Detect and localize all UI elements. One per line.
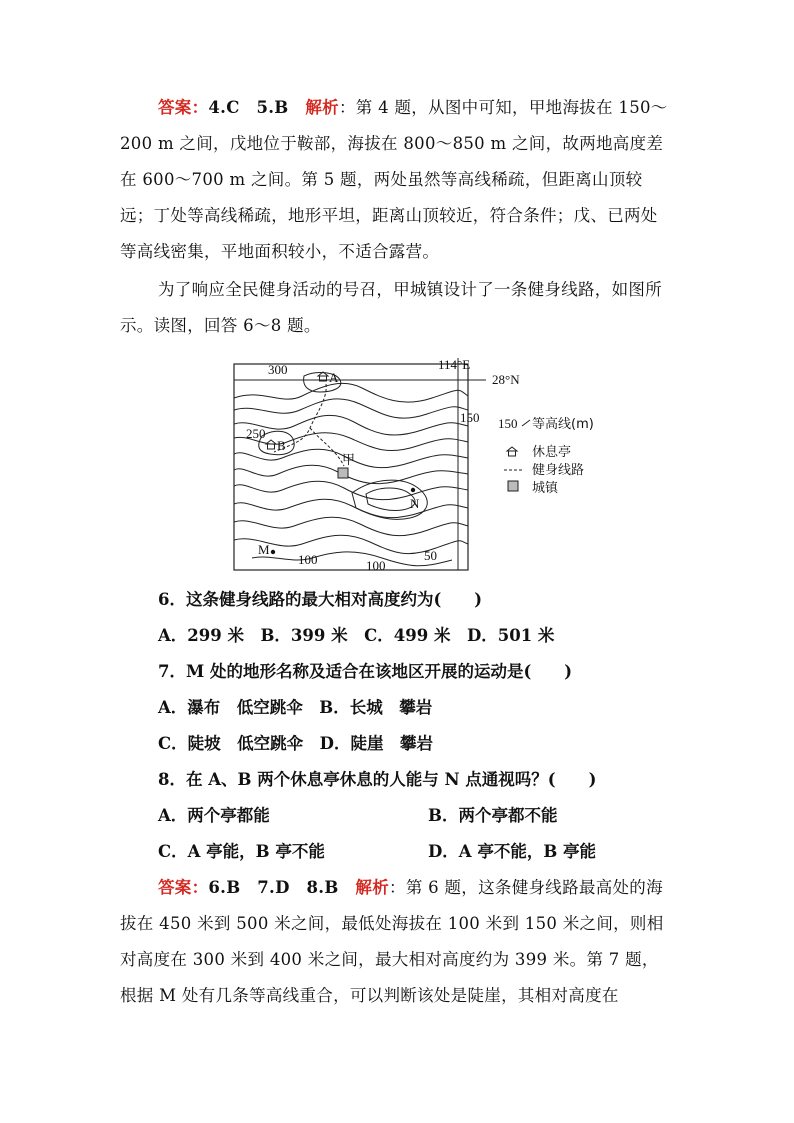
pavilion-icon-b bbox=[266, 440, 276, 449]
legend-contour-value: 150 bbox=[498, 416, 518, 431]
analysis-text: ：第 6 题，这条健身线路最高处的海拔在 450 米到 500 米之间，最低处海拔在 100 米到 150 米之间，则相对高度在 300 米到 400 米之间，最大相对高度约为 399 米。第 7 题，根据 M 处有几条等高线重合，可以判断该处是陡崖，其相对高度在 bbox=[120, 878, 664, 1005]
question-7-options-ab: A．瀑布 低空跳伞 B．长城 攀岩 bbox=[158, 698, 433, 717]
question-8-option-c: C．A 亭能，B 亭不能 bbox=[158, 842, 325, 861]
answer-block-1 bbox=[120, 90, 674, 270]
contour-line bbox=[252, 552, 452, 566]
question-intro: 为了响应全民健身活动的号召，甲城镇设计了一条健身线路，如图所示。读图，回答 6～8 题。 bbox=[120, 280, 662, 335]
point-m-dot bbox=[271, 550, 275, 554]
answer-block-2 bbox=[120, 870, 674, 1014]
contour-label-100a: 100 bbox=[298, 552, 318, 567]
question-8-stem: 8．在 A、B 两个休息亭休息的人能与 N 点通视吗？( ) bbox=[158, 770, 597, 789]
label-jia: 甲 bbox=[342, 452, 356, 467]
analysis-label: 解析 bbox=[305, 98, 339, 117]
map-frame bbox=[234, 364, 468, 570]
legend-route: 健身线路 bbox=[532, 463, 585, 478]
contour-line bbox=[234, 465, 468, 483]
question-7-stem: 7．M 处的地形名称及适合在该地区开展的运动是( ) bbox=[158, 662, 573, 681]
contour-line bbox=[234, 383, 468, 402]
label-m: M bbox=[258, 542, 270, 557]
contour-line bbox=[234, 499, 468, 517]
answer-label: 答案： bbox=[158, 98, 209, 117]
question-8-option-d: D．A 亭不能，B 亭能 bbox=[428, 842, 597, 861]
contour-label-100b: 100 bbox=[366, 558, 386, 573]
contour-map-figure bbox=[232, 358, 594, 578]
contour-label-300: 300 bbox=[268, 362, 288, 377]
label-a: A bbox=[329, 370, 339, 385]
contour-label-250: 250 bbox=[246, 426, 266, 441]
answer-label: 答案： bbox=[158, 878, 209, 897]
question-8-option-b: B．两个亭都不能 bbox=[428, 806, 558, 825]
analysis-label: 解析 bbox=[355, 878, 390, 897]
legend-contour: 等高线(m) bbox=[532, 417, 594, 432]
point-n-dot bbox=[411, 488, 415, 492]
contour-line bbox=[234, 399, 468, 418]
label-b: B bbox=[277, 438, 286, 453]
contour-label-150: 150 bbox=[460, 410, 480, 425]
contour-line bbox=[234, 517, 468, 535]
question-7-options-cd: C．陡坡 低空跳伞 D．陡崖 攀岩 bbox=[158, 734, 433, 753]
question-6-options: A．299 米 B．399 米 C．499 米 D．501 米 bbox=[158, 626, 555, 645]
analysis-text: ：第 4 题，从图中可知，甲地海拔在 150～200 m 之间，戊地位于鞍部，海拔在 800～850 m 之间，故两地高度差在 600～700 m 之间。第 5 题，两处虽然等高线稀疏，但距离山顶较远；丁处等高线稀疏，地形平坦，距离山顶较近，符合条件；戊、已两处等高线密集，平地面积较小，不适合露营。 bbox=[120, 98, 668, 261]
contour-label-50: 50 bbox=[424, 548, 437, 563]
legend-pavilion-icon bbox=[507, 447, 517, 456]
label-n: N bbox=[410, 496, 420, 511]
answer-values: 4.C 5.B bbox=[208, 98, 289, 117]
town-icon-jia bbox=[338, 468, 348, 478]
legend-town-icon bbox=[508, 481, 518, 491]
question-8-option-a: A．两个亭都能 bbox=[158, 806, 270, 825]
legend-pavilion: 休息亭 bbox=[532, 445, 572, 460]
legend-town: 城镇 bbox=[532, 481, 559, 496]
map-legend bbox=[498, 416, 594, 496]
answer-values: 6.B 7.D 8.B bbox=[208, 878, 339, 897]
lon-label: 114°E bbox=[438, 358, 471, 372]
contour-line bbox=[234, 481, 468, 499]
lat-label: 28°N bbox=[492, 372, 520, 387]
question-6-stem: 6．这条健身线路的最大相对高度约为( ) bbox=[158, 590, 483, 609]
